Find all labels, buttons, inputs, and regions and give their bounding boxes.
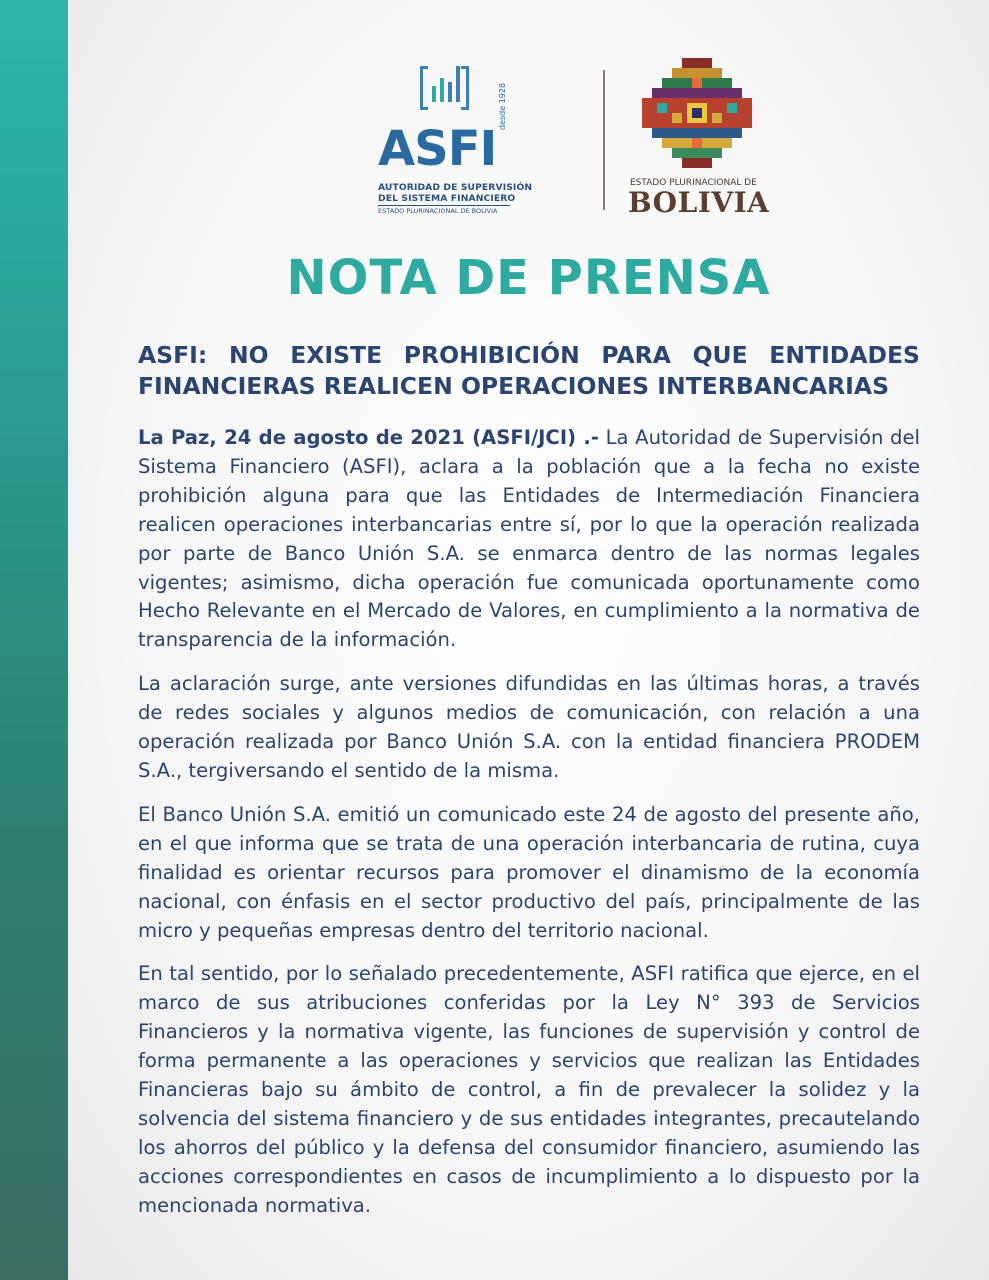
bolivia-logo: [628, 58, 768, 218]
paragraph-4: En tal sentido, por lo señalado precedentemente, ASFI ratifica que ejerce, en el marco de sus atribuciones conferidas por la Ley N° 393 de Servicios Financieros y la normativa vigente, las funciones de supervisión y control de forma permanente a las operaciones y servicios que realizan las Entidades Financieras bajo su ámbito de control, a fin de prevalecer la solidez y la solvencia del sistema financiero y de sus entidades integrantes, precautelando los ahorros del público y la defensa del consumidor financiero, asumiendo las acciones correspondientes en casos de incumplimiento a lo dispuesto por la mencionada normativa.: [138, 962, 920, 1217]
article-body: [138, 424, 920, 1236]
asfi-logo: [378, 58, 533, 218]
page-title: NOTA DE PRENSA: [286, 250, 771, 306]
asfi-subtitle-line3: ESTADO PLURINACIONAL DE BOLIVIA: [378, 207, 498, 215]
logo-divider: [603, 70, 605, 210]
paragraph-3: El Banco Unión S.A. emitió un comunicado este 24 de agosto del presente año, en el que informa que se trata de una operación interbancaria de rutina, cuya finalidad es orientar recursos para promover el dinamismo de la economía nacional, con énfasis en el sector productivo del país, principalmente de las micro y pequeñas empresas dentro del territorio nacional.: [138, 802, 920, 942]
asfi-since: desde 1928: [498, 82, 507, 130]
dateline: La Paz, 24 de agosto de 2021 (ASFI/JCI) .-: [138, 426, 599, 449]
asfi-bars-icon: [420, 60, 472, 116]
asfi-subtitle-line1: AUTORIDAD DE SUPERVISIÓN: [378, 182, 533, 193]
paragraph-1: [138, 424, 920, 655]
paragraph-1-text: La Autoridad de Supervisión del Sistema Financiero (ASFI), aclara a la población que a la fecha no existe prohibición alguna para que las Entidades de Intermediación Financiera realicen operaciones interbancarias entre sí, por lo que la operación realizada por parte de Banco Unión S.A. se enmarca dentro de las normas legales vigentes; asimismo, dicha operación fue comunicada oportunamente como Hecho Relevante en el Mercado de Valores, en cumplimiento a la normativa de transparencia de la información.: [138, 426, 920, 652]
headline: ASFI: NO EXISTE PROHIBICIÓN PARA QUE ENTIDADES FINANCIERAS REALICEN OPERACIONES INTERBANCARIAS: [138, 341, 920, 400]
header-logos: [378, 58, 778, 218]
asfi-subtitle-line2: DEL SISTEMA FINANCIERO: [378, 193, 516, 204]
paragraph-2: La aclaración surge, ante versiones difundidas en las últimas horas, a través de redes sociales y algunos medios de comunicación, con relación a una operación realizada por Banco Unión S.A. con la entidad financiera PRODEM S.A., tergiversando el sentido de la misma.: [138, 672, 920, 782]
chakana-emblem-icon: [642, 58, 752, 168]
asfi-rule: [378, 205, 510, 206]
bolivia-wordmark: BOLIVIA: [628, 186, 770, 219]
press-release-page: [68, 0, 989, 1280]
side-accent-bar: [0, 0, 68, 1280]
bolivia-state-label: ESTADO PLURINACIONAL DE: [630, 178, 757, 188]
asfi-wordmark: ASFI: [378, 121, 497, 177]
